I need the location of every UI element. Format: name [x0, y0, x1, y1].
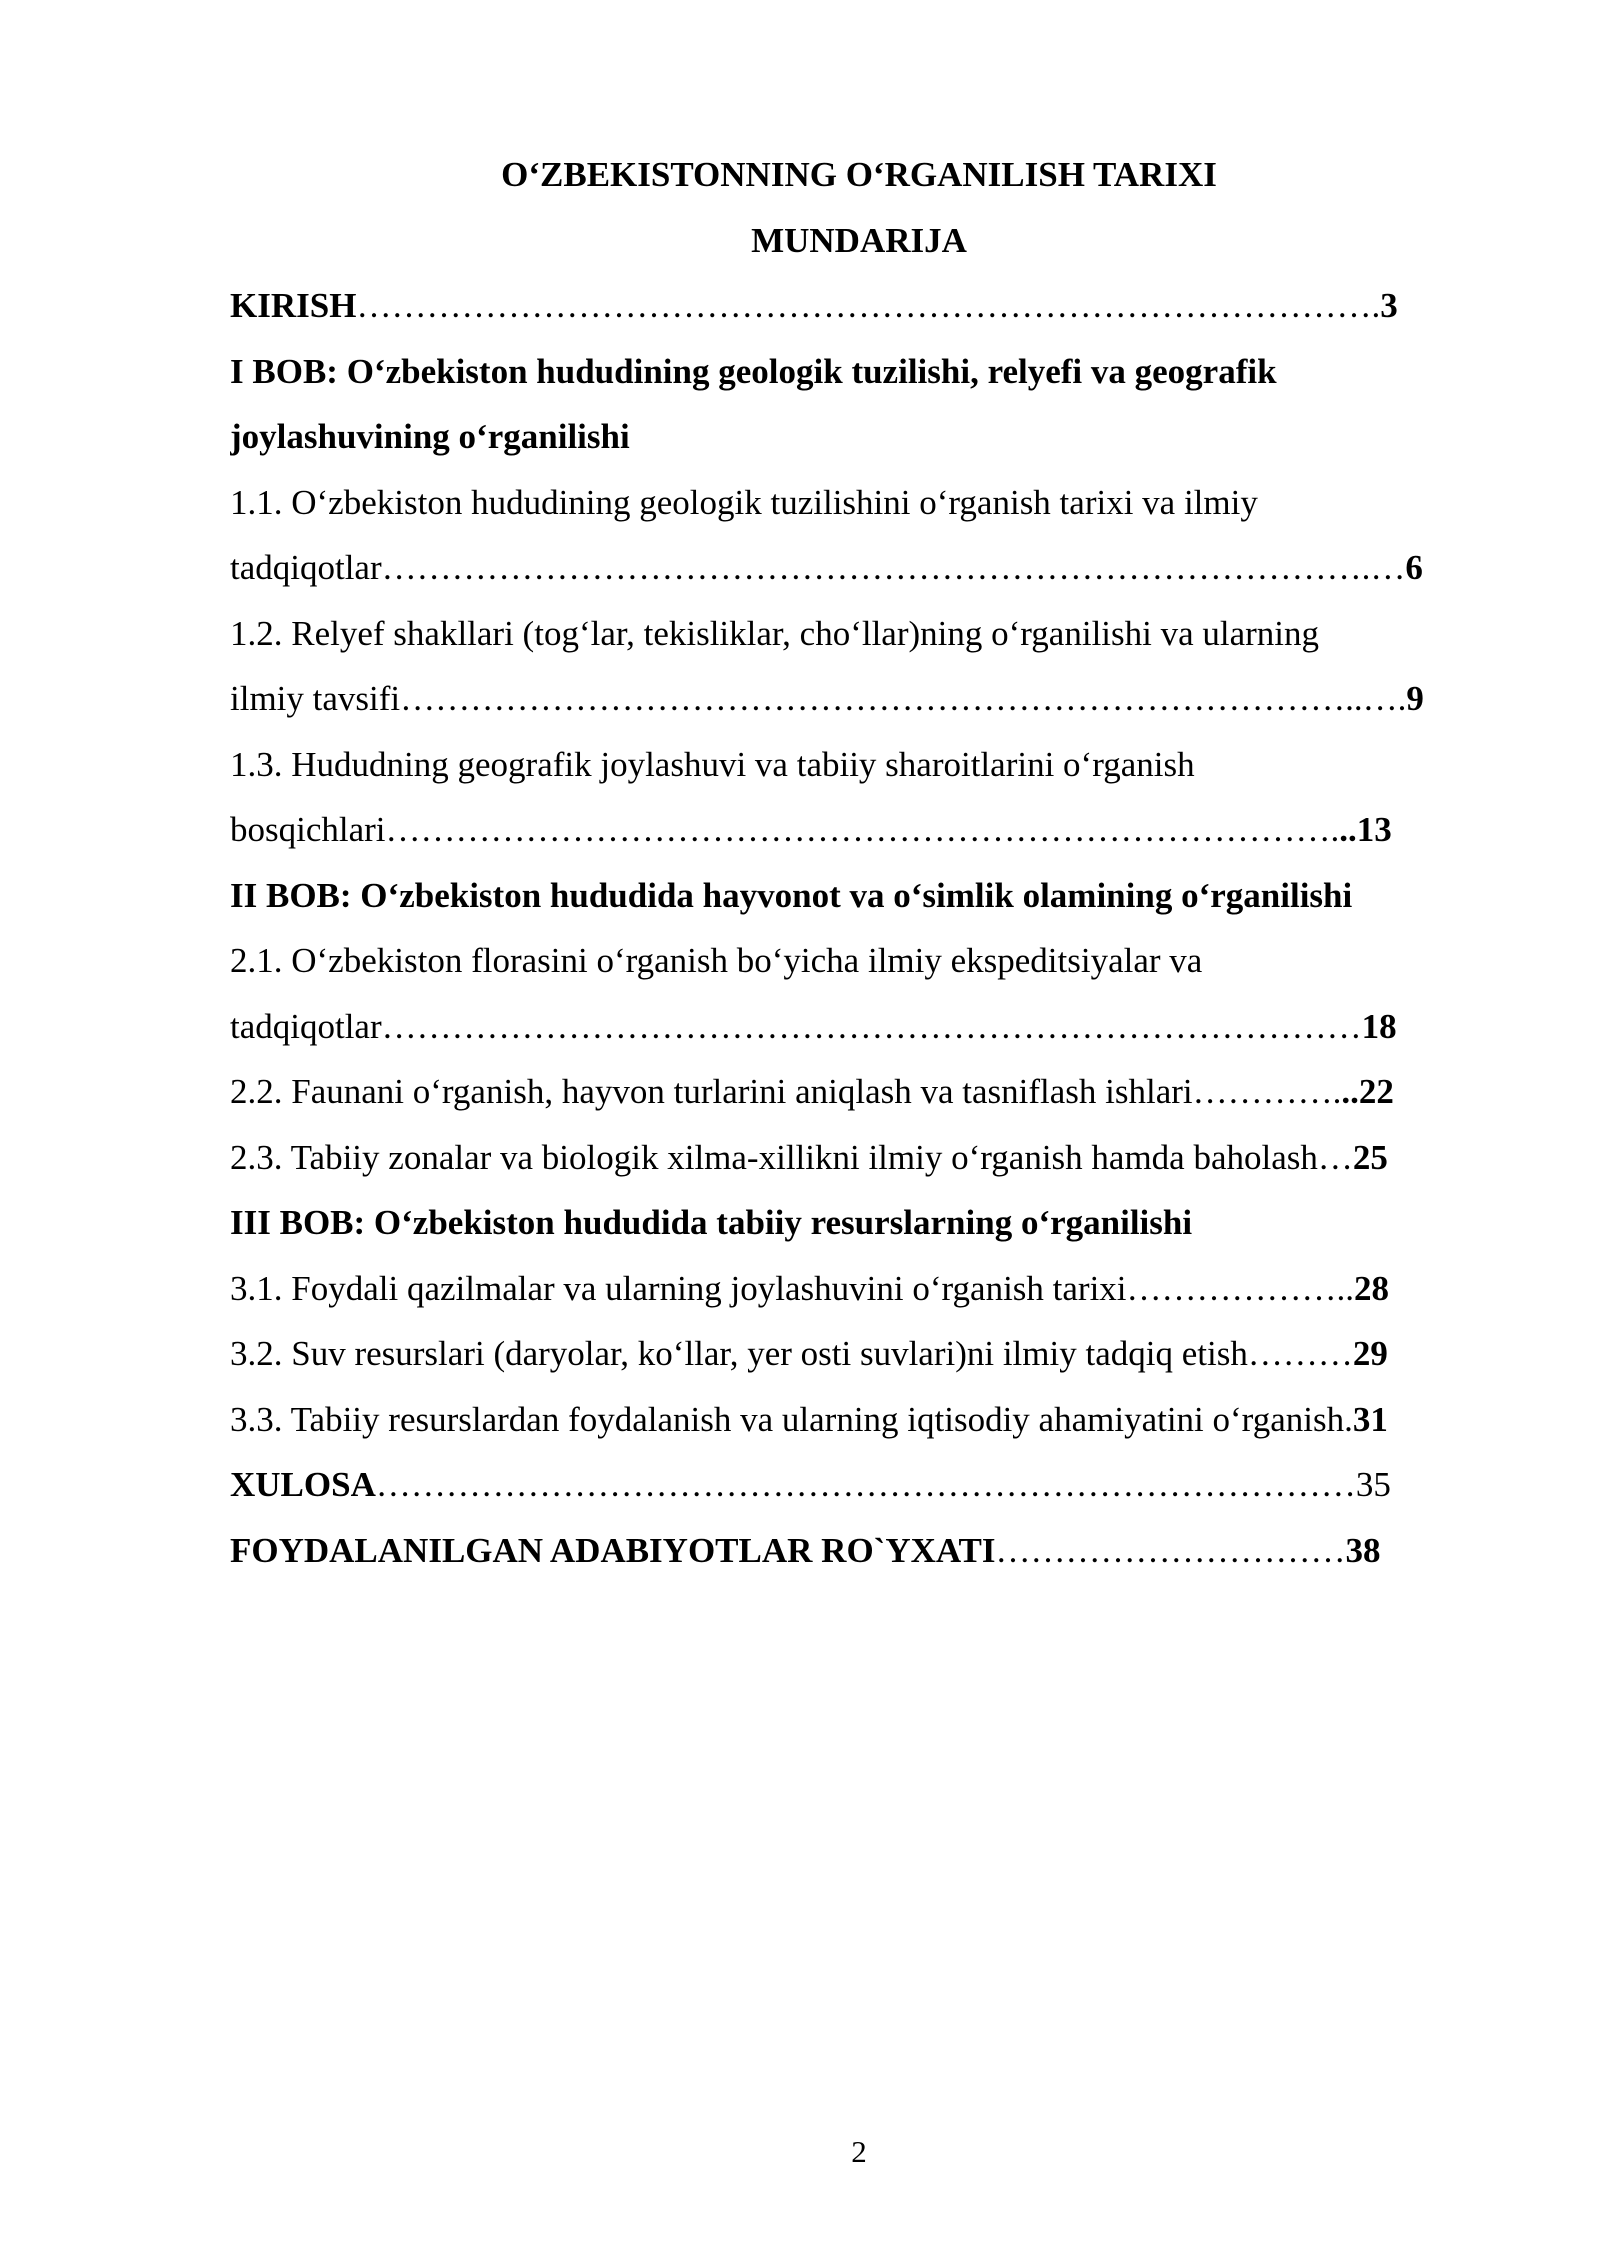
- toc-dot-leader: ………………………………………………………………………….…: [381, 548, 1406, 587]
- toc-page-number: 38: [1345, 1530, 1381, 1570]
- toc-entry-label: KIRISH: [230, 286, 357, 325]
- toc-entry-1-3-line-2[interactable]: [230, 797, 1490, 863]
- toc-entry-3-2[interactable]: [230, 1321, 1490, 1387]
- toc-dot-leader: ……………………………………………………………………….: [385, 810, 1340, 849]
- toc-entry-1-3-line-1[interactable]: 1.3. Hududning geografik joylashuvi va tabiiy sharoitlarini o‘rganish: [230, 744, 1195, 784]
- toc-entry-label: 2.3. Tabiiy zonalar va biologik xilma-xillikni ilmiy o‘rganish hamda baholash: [230, 1137, 1318, 1177]
- toc-dot-leader: ………….: [1192, 1072, 1342, 1111]
- toc-entry-label: tadqiqotlar: [230, 548, 382, 587]
- toc-dot-leader: …: [1317, 1137, 1353, 1177]
- toc-entry-1-2-line-1[interactable]: 1.2. Relyef shakllari (tog‘lar, tekisliklar, cho‘llar)ning o‘rganilishi va ularning: [230, 613, 1320, 653]
- toc-page-number: 29: [1352, 1334, 1388, 1373]
- toc-entry-1-1-line-1[interactable]: 1.1. O‘zbekiston hududining geologik tuzilishini o‘rganish tarixi va ilmiy: [230, 482, 1258, 522]
- toc-dot-leader: …………………………………………………………………………: [381, 1006, 1362, 1046]
- toc-page-number: 18: [1361, 1006, 1397, 1046]
- toc-entry-label: FOYDALANILGAN ADABIYOTLAR RO`YXATI: [230, 1530, 996, 1570]
- toc-entry-1-2-line-2[interactable]: [230, 666, 1490, 732]
- toc-page-number: 3: [1380, 286, 1398, 325]
- toc-page-number: 25: [1352, 1137, 1388, 1177]
- toc-heading: MUNDARIJA: [751, 221, 967, 260]
- document-title: O‘ZBEKISTONNING O‘RGANILISH TARIXI: [501, 155, 1217, 194]
- table-of-contents: [230, 273, 1490, 1583]
- toc-dot-leader: …………………………: [995, 1530, 1346, 1570]
- toc-entry-label: tadqiqotlar: [230, 1006, 382, 1046]
- toc-entry-label: 3.2. Suv resurslari (daryolar, ko‘llar, yer osti suvlari)ni ilmiy tadqiq etish: [230, 1334, 1248, 1373]
- toc-entry-adabiyotlar[interactable]: [230, 1518, 1490, 1584]
- toc-chapter-1-line-1[interactable]: I BOB: O‘zbekiston hududining geologik tuzilishi, relyefi va geografik: [230, 351, 1277, 391]
- page-number: 2: [851, 2134, 867, 2169]
- toc-page-number: ..22: [1341, 1072, 1394, 1111]
- toc-page-number: ..13: [1339, 810, 1392, 849]
- toc-entry-xulosa[interactable]: [230, 1452, 1490, 1518]
- toc-page-number: 35: [1355, 1465, 1391, 1504]
- toc-dot-leader: ………: [1247, 1334, 1353, 1373]
- toc-entry-3-1[interactable]: [230, 1256, 1490, 1322]
- toc-entry-label: 3.1. Foydali qazilmalar va ularning joylashuvini o‘rganish tarixi: [230, 1268, 1127, 1308]
- toc-chapter-3[interactable]: III BOB: O‘zbekiston hududida tabiiy resurslarning o‘rganilishi: [230, 1203, 1193, 1242]
- toc-chapter-2[interactable]: II BOB: O‘zbekiston hududida hayvonot va o‘simlik olamining o‘rganilishi: [230, 875, 1353, 915]
- toc-entry-2-1-line-1[interactable]: 2.1. O‘zbekiston florasini o‘rganish bo‘yicha ilmiy ekspeditsiyalar va: [230, 941, 1203, 980]
- toc-entry-label: 2.2. Faunani o‘rganish, hayvon turlarini aniqlash va tasniflash ishlari: [230, 1072, 1193, 1111]
- toc-entry-kirish[interactable]: [230, 273, 1490, 339]
- toc-page-number: 28: [1354, 1268, 1390, 1308]
- toc-entry-label: 3.3. Tabiiy resurslardan foydalanish va ularning iqtisodiy ahamiyatini o‘rganish.: [230, 1399, 1353, 1439]
- toc-chapter-1-line-2[interactable]: joylashuvining o‘rganilishi: [230, 417, 630, 456]
- toc-entry-2-3[interactable]: [230, 1125, 1490, 1191]
- toc-entry-2-1-line-2[interactable]: [230, 994, 1490, 1060]
- toc-dot-leader: …………………………………………………………………………: [375, 1465, 1356, 1504]
- toc-page-number: 9: [1406, 679, 1424, 718]
- toc-dot-leader: …………………………………………………………………………….: [356, 286, 1381, 325]
- toc-entry-label: XULOSA: [230, 1465, 376, 1504]
- toc-entry-3-3[interactable]: [230, 1387, 1490, 1453]
- toc-page-number: 31: [1352, 1399, 1388, 1439]
- toc-entry-label: bosqichlari: [230, 810, 386, 849]
- toc-entry-label: ilmiy tavsifi: [230, 679, 401, 718]
- toc-entry-1-1-line-2[interactable]: [230, 535, 1490, 601]
- toc-dot-leader: ………………..: [1126, 1268, 1355, 1308]
- toc-entry-2-2[interactable]: [230, 1059, 1490, 1125]
- toc-page-number: 6: [1405, 548, 1423, 587]
- toc-dot-leader: ………………………………………………………………………..….: [400, 679, 1407, 718]
